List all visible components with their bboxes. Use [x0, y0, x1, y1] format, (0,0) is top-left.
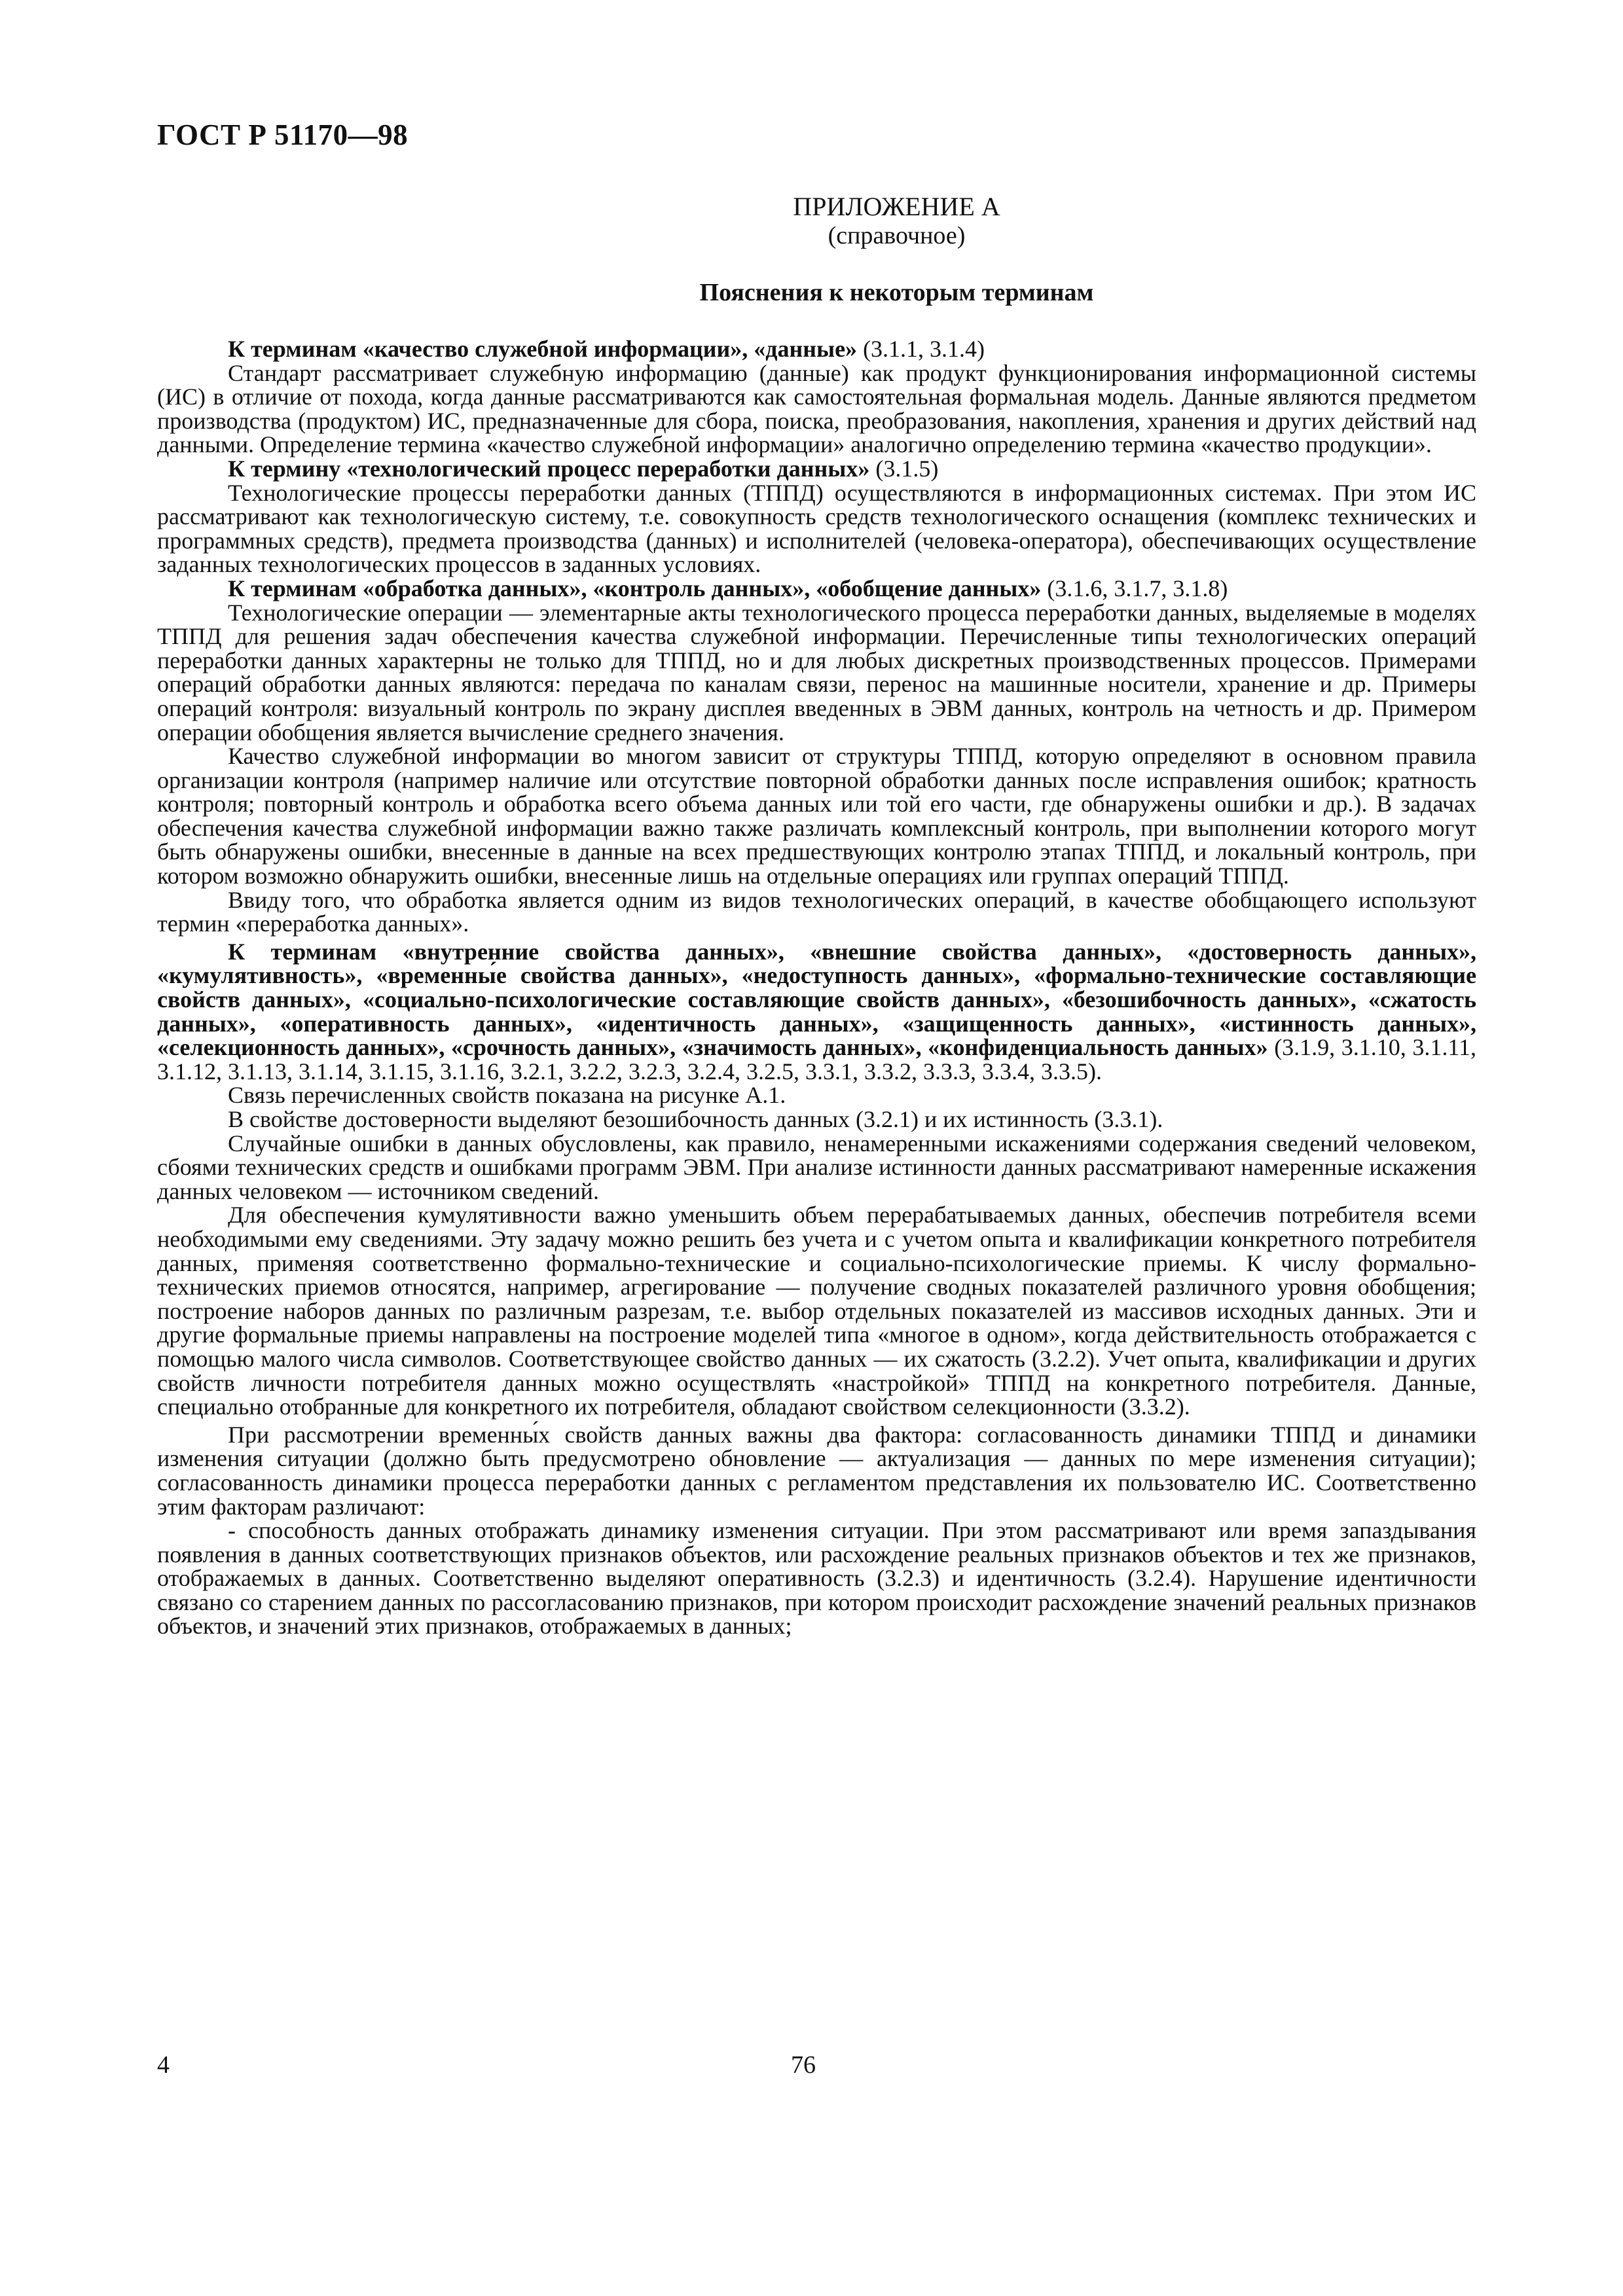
paragraph [157, 457, 1476, 481]
standard-designation: ГОСТ Р 51170—98 [157, 118, 409, 151]
term-heading: К терминам «обработка данных», «контроль данных», «обобщение данных» [228, 575, 1042, 601]
term-heading: К терминам «внутренние свойства данных», «внешние свойства данных», «достоверность данных», «кумулятивность», «временны́е свойства данных», «недоступность данных», «формально-технические составляющие свойств данных», «социально-психологические составляющие свойств данных», «безошибочность данных», «сжатость данных», «оперативность данных», «идентичность данных», «защищенность данных», «истинность данных», «селекционность данных», «срочность данных», «значимость данных», «конфиденциальность данных» [157, 938, 1476, 1061]
paragraph [157, 1083, 1476, 1107]
page-number: 76 [791, 2051, 816, 2079]
annex-title: ПРИЛОЖЕНИЕ А [793, 192, 1000, 221]
paragraph [157, 481, 1476, 577]
paragraph [157, 744, 1476, 888]
paragraph [157, 1107, 1476, 1132]
page-number-local: 4 [157, 2051, 170, 2079]
paragraph-text: Стандарт рассматривает служебную информацию (данные) как продукт функционирования информационной системы (ИС) в отличие от похода, когда данные рассматриваются как самостоятельная формальная модель. Данные являются предметом производства (продуктом) ИС, предназначенные для сбора, поиска, преобразования, накопления, хранения и других действий над данными. Определение термина «качество служебной информации» аналогично определению термина «качество продукции». [157, 359, 1476, 458]
paragraph [157, 577, 1476, 601]
term-refs: (3.1.5) [869, 455, 939, 482]
term-heading: К терминам «качество служебной информации», «данные» [228, 336, 858, 362]
paragraph-text: Случайные ошибки в данных обусловлены, как правило, ненамеренными искажениями содержания сведений человеком, сбоями технических средств и ошибками программ ЭВМ. При анализе истинности данных рассматривают намеренные искажения данных человеком — источником сведений. [157, 1130, 1476, 1204]
annex-subtitle: (справочное) [828, 222, 966, 249]
paragraph [157, 888, 1476, 936]
term-refs: (3.1.9, 3.1.10, 3.1.11, 3.1.12, 3.1.13, 3.1.14, 3.1.15, 3.1.16, 3.2.1, 3.2.2, 3.2.3, 3.2.4, 3.2.5, 3.3.1, 3.3.2, 3.3.3, 3.3.4, 3.3.5). [157, 1034, 1476, 1085]
paragraph-text: - способность данных отображать динамику изменения ситуации. При этом рассматривают или время запаздывания появления в данных соответствующих признаков объектов, или расхождение реальных признаков объектов и тех же признаков, отображаемых в данных. Соответственно выделяют оперативность (3.2.3) и идентичность (3.2.4). Нарушение идентичности связано со старением данных по рассогласованию признаков, при котором происходит расхождение значений реальных признаков объектов, и значений этих признаков, отображаемых в данных; [157, 1517, 1476, 1640]
paragraph-text: Для обеспечения кумулятивности важно уменьшить объем перерабатываемых данных, обеспечив потребителя всеми необходимыми ему сведениями. Эту задачу можно решить без учета и с учетом опыта и квалификации конкретного потребителя данных, применяя соответственно формально-технические и социально-психологические приемы. К числу формально-технических приемов относятся, например, агрегирование — получение сводных показателей различного уровня обобщения; построение наборов данных по различным разрезам, т.е. выбор отдельных показателей из массивов исходных данных. Эти и другие формальные приемы направлены на построение моделей типа «многое в одном», когда действительность отображается с помощью малого числа символов. Соответствующее свойство данных — их сжатость (3.2.2). Учет опыта, квалификации и других свойств личности потребителя данных можно осуществлять «настройкой» ТППД на конкретного потребителя. Данные, специально отобранные для конкретного их потребителя, обладают свойством селекционности (3.3.2). [157, 1202, 1476, 1420]
term-heading: К термину «технологический процесс переработки данных» [228, 455, 870, 482]
paragraph-text: Качество служебной информации во многом зависит от структуры ТППД, которую определяют в основном правила организации контроля (например наличие или отсутствие повторной обработки данных после исправления ошибок; кратность контроля; повторный контроль и обработка всего объема данных или той его части, где обнаружены ошибки и др.). В задачах обеспечения качества служебной информации важно также различать комплексный контроль, при выполнении которого могут быть обнаружены ошибки, внесенные в данные на всех предшествующих контролю этапах ТППД, и локальный контроль, при котором возможно обнаружить ошибки, внесенные лишь на отдельные операциях или группах операций ТППД. [157, 743, 1476, 889]
paragraph [157, 601, 1476, 745]
paragraph [157, 1423, 1476, 1518]
paragraph [157, 1132, 1476, 1204]
paragraph-text: Технологические процессы переработки данных (ТППД) осуществляются в информационных системах. При этом ИС рассматривают как технологическую систему, т.е. совокупность средств технологического оснащения (комплекс технических и программных средств), предмета производства (данных) и исполнителей (человека-оператора), обеспечивающих осуществление заданных технологических процессов в заданных условиях. [157, 479, 1476, 578]
paragraph [157, 1518, 1476, 1638]
paragraph-text: В свойстве достоверности выделяют безошибочность данных (3.2.1) и их истинность (3.3.1). [228, 1106, 1163, 1132]
section-heading: Пояснения к некоторым терминам [699, 279, 1094, 306]
paragraph-text: Ввиду того, что обработка является одним из видов технологических операций, в качестве обобщающего используют термин «переработка данных». [157, 886, 1476, 937]
paragraph-text: Технологические операции — элементарные акты технологического процесса переработки данных, выделяемые в моделях ТППД для решения задач обеспечения качества служебной информации. Перечисленные типы технологических операций переработки данных характерны не только для ТППД, но и для любых дискретных производственных процессов. Примерами операций обработки данных являются: передача по каналам связи, перенос на машинные носители, хранение и др. Примеры операций контроля: визуальный контроль по экрану дисплея введенных в ЭВМ данных, контроль на четность и др. Примером операции обобщения является вычисление среднего значения. [157, 599, 1476, 745]
term-refs: (3.1.6, 3.1.7, 3.1.8) [1041, 575, 1228, 601]
paragraph-text: При рассмотрении временны́х свойств данных важны два фактора: согласованность динамики ТППД и динамики изменения ситуации (должно быть предусмотрено обновление — актуализация — данных по мере изменения ситуации); согласованность динамики процесса переработки данных с регламентом представления их пользователю ИС. Соответственно этим факторам различают: [157, 1421, 1476, 1520]
term-refs: (3.1.1, 3.1.4) [857, 336, 985, 362]
body-text [157, 337, 1476, 1638]
paragraph-text: Связь перечисленных свойств показана на рисунке А.1. [228, 1082, 786, 1109]
paragraph [157, 361, 1476, 457]
paragraph [157, 940, 1476, 1084]
paragraph [157, 1203, 1476, 1418]
paragraph [157, 337, 1476, 361]
